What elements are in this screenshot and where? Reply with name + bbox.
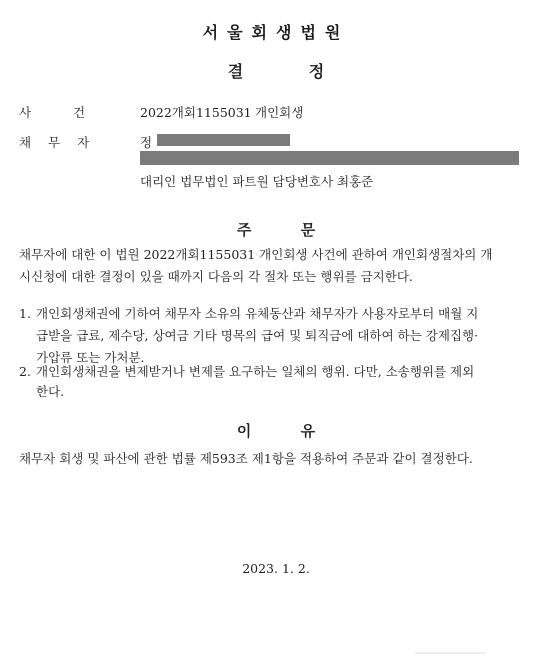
scan-artifact	[415, 652, 485, 654]
case-label: 사 건	[19, 105, 86, 120]
order-item-number: 1.	[19, 306, 31, 321]
order-item-number: 2.	[19, 364, 31, 379]
case-type: 개인회생	[255, 105, 304, 120]
reason-section-title: 이 유	[236, 422, 316, 440]
order-intro-line-2: 시신청에 대한 결정이 있을 때까지 다음의 각 절차 또는 행위를 금지한다.	[19, 269, 413, 284]
case-number: 2022개회1155031	[140, 105, 252, 120]
debtor-name: 정	[140, 135, 153, 150]
order-item-text: 한다.	[36, 384, 65, 399]
order-item-text: 급받을 급료, 제수당, 상여금 기타 명목의 급여 및 퇴직금에 대하여 하는 강제집행·	[36, 328, 479, 343]
debtor-label: 채 무 자	[19, 135, 90, 150]
decision-date: 2023. 1. 2.	[242, 561, 310, 576]
order-item-text: 개인회생채권에 기하여 채무자 소유의 유체동산과 채무자가 사용자로부터 매월 지	[36, 306, 479, 321]
order-item-text: 가압류 또는 가처분.	[36, 350, 145, 365]
redaction-bar-address	[140, 151, 519, 165]
document-type-title: 결 정	[227, 62, 325, 81]
order-item-text: 개인회생채권을 변제받거나 변제를 요구하는 일체의 행위. 다만, 소송행위를 제외	[36, 364, 475, 379]
court-name: 서울회생법원	[202, 23, 350, 42]
reason-text: 채무자 회생 및 파산에 관한 법률 제593조 제1항을 적용하여 주문과 같이 결정한다.	[19, 451, 473, 466]
redaction-bar-name	[157, 134, 290, 146]
legal-agent: 대리인 법무법인 파트원 담당변호사 최홍준	[140, 174, 374, 189]
order-intro-line-1: 채무자에 대한 이 법원 2022개회1155031 개인회생 사건에 관하여 개인회생절차의 개	[19, 247, 493, 262]
order-section-title: 주 문	[236, 221, 316, 239]
